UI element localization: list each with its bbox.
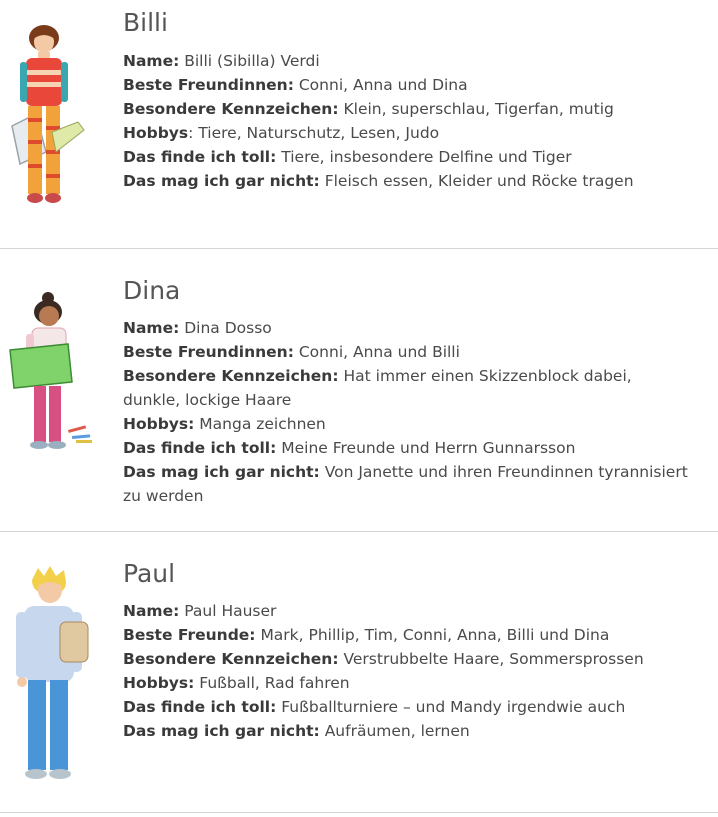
divider [0, 248, 718, 249]
fact-dislikes [123, 169, 693, 193]
fact-value: Aufräumen, lernen [324, 722, 470, 740]
fact-label: Name: [123, 52, 180, 70]
fact-label: Besondere Kennzeichen: [123, 100, 339, 118]
fact-name [123, 316, 693, 340]
fact-label: Hobbys: [123, 415, 195, 433]
fact-likes [123, 436, 693, 460]
fact-value: : Tiere, Naturschutz, Lesen, Judo [188, 124, 440, 142]
fact-label: Besondere Kennzeichen: [123, 367, 339, 385]
fact-label: Name: [123, 602, 180, 620]
fact-label: Das mag ich gar nicht: [123, 463, 320, 481]
fact-name [123, 49, 693, 73]
fact-value: Klein, superschlau, Tigerfan, mutig [343, 100, 614, 118]
fact-label: Das finde ich toll: [123, 439, 277, 457]
fact-dislikes [123, 719, 693, 743]
fact-label: Das mag ich gar nicht: [123, 722, 320, 740]
fact-features [123, 364, 693, 412]
fact-hobbies [123, 412, 693, 436]
fact-label: Beste Freundinnen: [123, 76, 294, 94]
profile-facts [123, 599, 693, 743]
fact-dislikes [123, 460, 693, 508]
fact-value: Fleisch essen, Kleider und Röcke tragen [324, 172, 634, 190]
fact-features [123, 647, 693, 671]
fact-value: Tiere, insbesondere Delfine und Tiger [281, 148, 572, 166]
paul-illustration [6, 566, 106, 784]
fact-value: Paul Hauser [184, 602, 277, 620]
fact-label: Hobbys [123, 124, 189, 142]
fact-name [123, 599, 693, 623]
fact-likes [123, 145, 693, 169]
fact-features [123, 97, 693, 121]
fact-value: Fußballturniere – und Mandy irgendwie auch [281, 698, 626, 716]
fact-label: Name: [123, 319, 180, 337]
fact-value: Conni, Anna und Billi [298, 343, 460, 361]
profile-name: Dina [123, 276, 181, 305]
fact-label: Das finde ich toll: [123, 698, 277, 716]
fact-label: Das finde ich toll: [123, 148, 277, 166]
fact-friends [123, 340, 693, 364]
fact-friends [123, 623, 693, 647]
fact-value: Conni, Anna und Dina [298, 76, 468, 94]
profile-name: Billi [123, 8, 168, 37]
fact-hobbies [123, 121, 693, 145]
fact-likes [123, 695, 693, 719]
fact-value: Fußball, Rad fahren [199, 674, 350, 692]
divider [0, 812, 718, 813]
fact-value: Verstrubbelte Haare, Sommersprossen [343, 650, 644, 668]
fact-value: Mark, Phillip, Tim, Conni, Anna, Billi und Dina [260, 626, 610, 644]
fact-label: Beste Freunde: [123, 626, 256, 644]
fact-hobbies [123, 671, 693, 695]
fact-value: Hat immer einen Skizzenblock dabei, dunkle, lockige Haare [123, 367, 632, 409]
fact-value: Von Janette und ihren Freundinnen tyrannisiert zu werden [123, 463, 688, 505]
profile-facts [123, 49, 693, 193]
fact-label: Das mag ich gar nicht: [123, 172, 320, 190]
fact-label: Besondere Kennzeichen: [123, 650, 339, 668]
profile-facts [123, 316, 693, 508]
fact-value: Meine Freunde und Herrn Gunnarsson [281, 439, 576, 457]
fact-label: Beste Freundinnen: [123, 343, 294, 361]
fact-value: Dina Dosso [184, 319, 272, 337]
dina-illustration [6, 290, 106, 455]
fact-value: Billi (Sibilla) Verdi [184, 52, 320, 70]
fact-value: Manga zeichnen [199, 415, 326, 433]
billi-illustration [6, 22, 106, 222]
profile-name: Paul [123, 559, 176, 588]
divider [0, 531, 718, 532]
fact-label: Hobbys: [123, 674, 195, 692]
fact-friends [123, 73, 693, 97]
